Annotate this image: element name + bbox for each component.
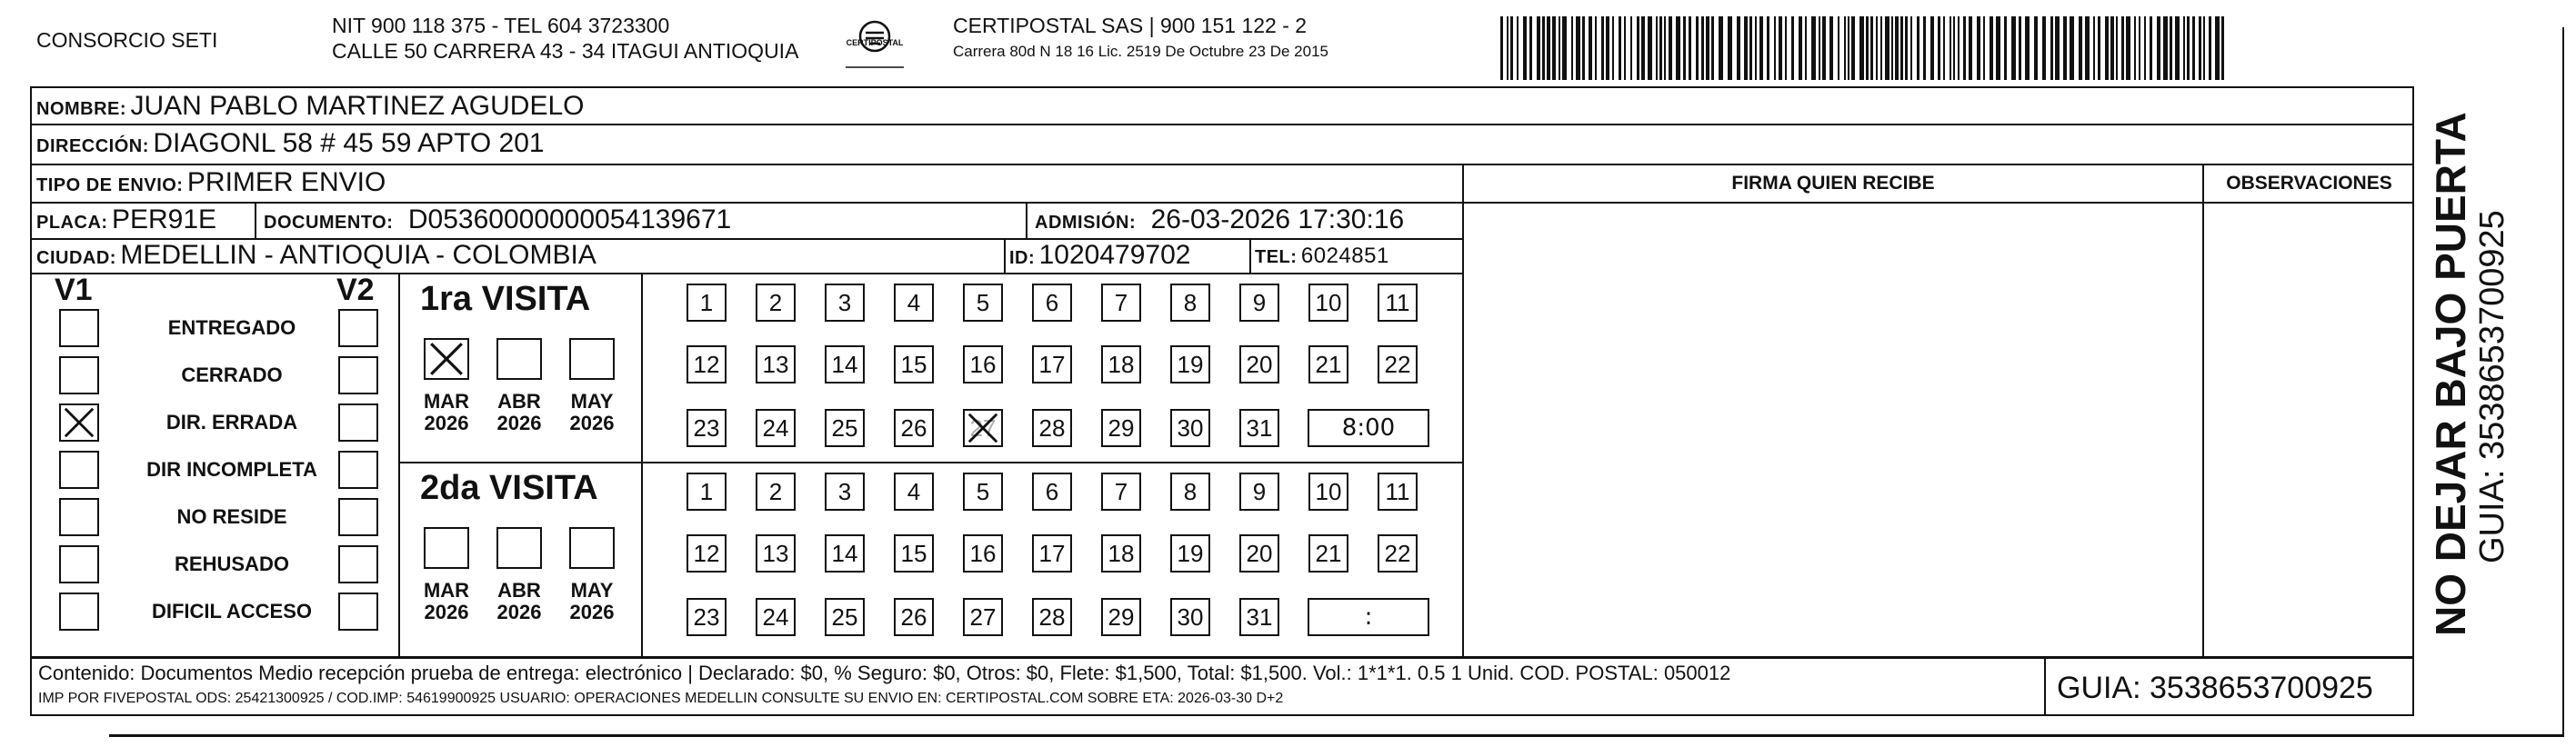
month-label: MAY 2026 xyxy=(569,579,615,623)
day-box[interactable]: 17 xyxy=(1032,345,1072,383)
day-box[interactable]: 11 xyxy=(1378,284,1418,322)
nombre-row xyxy=(36,91,585,122)
day-box[interactable]: 31 xyxy=(1239,409,1279,447)
barcode-bar xyxy=(1656,16,1658,80)
barcode-bar xyxy=(1576,16,1580,80)
day-box[interactable]: 14 xyxy=(825,345,865,383)
day-box[interactable]: 19 xyxy=(1170,345,1210,383)
v1-checkbox[interactable] xyxy=(59,356,99,394)
barcode-bar xyxy=(1552,16,1556,80)
month-checkbox[interactable] xyxy=(496,527,542,569)
direccion-value: DIAGONL 58 # 45 59 APTO 201 xyxy=(153,128,545,158)
side-guia: GUIA: 3538653700925 xyxy=(2473,210,2511,563)
observaciones-header: OBSERVACIONES xyxy=(2226,173,2392,194)
barcode-bar xyxy=(1728,16,1732,80)
day-box[interactable]: 1 xyxy=(687,284,727,322)
day-box[interactable]: 22 xyxy=(1378,345,1418,383)
barcode-bar xyxy=(1559,16,1560,80)
barcode-bar xyxy=(2150,16,2152,80)
barcode-bar xyxy=(1774,16,1776,80)
barcode-bar xyxy=(2011,16,2016,80)
day-box[interactable]: 6 xyxy=(1032,284,1072,322)
day-box[interactable]: 8 xyxy=(1170,284,1210,322)
tipo-row xyxy=(36,167,386,198)
barcode-bar xyxy=(1601,16,1604,80)
barcode-bar xyxy=(2203,16,2205,80)
barcode-bar xyxy=(1779,16,1782,80)
barcode-bar xyxy=(2098,16,2100,80)
barcode-bar xyxy=(1866,16,1869,80)
barcode-bar xyxy=(1943,16,1945,80)
day-box[interactable]: 22 xyxy=(1378,534,1418,573)
day-box[interactable]: 28 xyxy=(1032,409,1072,447)
barcode-bar xyxy=(1749,16,1752,80)
barcode-bar xyxy=(1689,16,1691,80)
day-box[interactable]: 9 xyxy=(1239,284,1279,322)
month-label: MAR 2026 xyxy=(423,390,470,434)
company-name: CONSORCIO SETI xyxy=(36,28,218,52)
month-checkbox[interactable] xyxy=(496,338,542,380)
day-box[interactable]: 3 xyxy=(825,284,865,322)
day-box[interactable]: 13 xyxy=(756,345,796,383)
barcode-bar xyxy=(1737,16,1740,80)
nombre-value: JUAN PABLO MARTINEZ AGUDELO xyxy=(130,91,585,121)
barcode-bar xyxy=(1630,16,1632,80)
status-label: DIR INCOMPLETA xyxy=(146,458,317,481)
barcode-bar xyxy=(2209,16,2211,80)
day-box[interactable]: 31 xyxy=(1239,598,1279,636)
ciudad-row xyxy=(36,240,596,271)
status-label: DIR. ERRADA xyxy=(165,411,298,433)
placa-label: PLACA: xyxy=(36,213,108,233)
placa-value: PER91E xyxy=(112,204,217,234)
tipo-label: TIPO DE ENVIO: xyxy=(36,175,184,195)
day-box[interactable]: 18 xyxy=(1101,534,1141,573)
day-box[interactable]: 29 xyxy=(1101,598,1141,636)
barcode-bar xyxy=(1517,16,1519,80)
day-box[interactable]: 19 xyxy=(1170,534,1210,573)
barcode-bar xyxy=(1606,16,1609,80)
barcode-bar xyxy=(1562,16,1567,80)
barcode-bar xyxy=(1905,16,1908,80)
day-box[interactable]: 5 xyxy=(963,473,1003,511)
tel-row xyxy=(1255,244,1389,269)
barcode-bar xyxy=(1880,16,1882,80)
barcode-bar xyxy=(2034,16,2038,80)
day-box[interactable]: 27 xyxy=(963,409,1003,447)
status-label: DIFICIL ACCESO xyxy=(151,600,312,622)
barcode-bar xyxy=(2187,16,2190,80)
barcode-bar xyxy=(2121,16,2124,80)
barcode-bar xyxy=(1910,16,1912,80)
month-label: ABR 2026 xyxy=(496,579,542,623)
barcode-bar xyxy=(1582,16,1585,80)
barcode-bar xyxy=(1900,16,1903,80)
barcode-bar xyxy=(1529,16,1532,80)
barcode-bar xyxy=(1969,16,1972,80)
month-checkbox[interactable] xyxy=(424,338,469,380)
visit-title: 2da VISITA xyxy=(420,469,598,507)
footer-guia: GUIA: 3538653700925 xyxy=(2057,671,2373,705)
day-box[interactable]: 20 xyxy=(1239,345,1279,383)
barcode-bar xyxy=(2199,16,2201,80)
barcode-bar xyxy=(2055,16,2060,80)
barcode-bar xyxy=(1537,16,1540,80)
carrier-name: CERTIPOSTAL SAS | 900 151 122 - 2 xyxy=(953,14,1308,37)
barcode-bar xyxy=(1963,16,1966,80)
barcode-bar xyxy=(1953,16,1955,80)
day-box[interactable]: 21 xyxy=(1308,345,1348,383)
id-row xyxy=(1009,240,1190,271)
barcode-bar xyxy=(1977,16,1980,80)
ciudad-label: CIUDAD: xyxy=(36,248,116,268)
barcode-bar xyxy=(2093,16,2095,80)
barcode-bar xyxy=(1669,16,1672,80)
day-box[interactable]: 15 xyxy=(894,345,934,383)
status-label: ENTREGADO xyxy=(167,316,296,339)
v2-header: V2 xyxy=(336,273,375,307)
documento-row xyxy=(264,204,731,235)
day-box[interactable]: 11 xyxy=(1378,473,1418,511)
barcode-bar xyxy=(1822,16,1826,80)
month-checkbox[interactable] xyxy=(569,527,615,569)
barcode-bar xyxy=(1996,16,2000,80)
barcode-bar xyxy=(1885,16,1889,80)
barcode-bar xyxy=(1791,16,1794,80)
barcode-bar xyxy=(1891,16,1893,80)
barcode-bar xyxy=(2144,16,2146,80)
time-box[interactable]: 8:00 xyxy=(1308,409,1429,447)
day-box[interactable]: 30 xyxy=(1170,598,1210,636)
day-box[interactable]: 17 xyxy=(1032,534,1072,573)
barcode-bar xyxy=(1851,16,1855,80)
barcode-bar xyxy=(1510,16,1513,80)
day-box[interactable]: 27 xyxy=(963,598,1003,636)
v1-header: V1 xyxy=(55,273,93,307)
day-box[interactable]: 24 xyxy=(756,598,796,636)
month-label: MAR 2026 xyxy=(423,579,470,623)
barcode-bar xyxy=(1819,16,1820,80)
barcode-bar xyxy=(1711,16,1714,80)
day-box[interactable]: 16 xyxy=(963,534,1003,573)
barcode-bar xyxy=(2085,16,2090,80)
day-box[interactable]: 3 xyxy=(825,473,865,511)
v1-checkbox[interactable] xyxy=(59,403,99,442)
day-box[interactable]: 7 xyxy=(1101,284,1141,322)
day-box[interactable]: 10 xyxy=(1308,473,1348,511)
tel-label: TEL: xyxy=(1255,247,1298,267)
barcode-bar xyxy=(2116,16,2118,80)
logo-text: CERTIPOSTAL xyxy=(846,38,904,47)
day-box[interactable]: 8 xyxy=(1170,473,1210,511)
barcode-bar xyxy=(1507,16,1509,80)
barcode-bar xyxy=(1755,16,1757,80)
barcode-bar xyxy=(1870,16,1873,80)
barcode-bar xyxy=(1938,16,1940,80)
footer-line1: Contenido: Documentos Medio recepción prueba de entrega: electrónico | Declarado: $0, % Seguro: $0, Otros: $0, Flete: $1,500, Total: $1,500. Vol.: 1*1*1. 0.5 1 Unid. COD. POSTAL: 050012 xyxy=(38,662,1731,684)
barcode-bar xyxy=(2050,16,2053,80)
day-box[interactable]: 2 xyxy=(756,473,796,511)
day-box[interactable]: 7 xyxy=(1101,473,1141,511)
day-box[interactable]: 12 xyxy=(687,345,727,383)
barcode-bar xyxy=(2163,16,2168,80)
day-box[interactable]: 10 xyxy=(1308,284,1348,322)
day-box[interactable]: 23 xyxy=(687,409,727,447)
side-warning: NO DEJAR BAJO PUERTA xyxy=(2427,112,2474,636)
status-label: NO RESIDE xyxy=(176,505,287,528)
ciudad-value: MEDELLIN - ANTIOQUIA - COLOMBIA xyxy=(120,240,596,270)
firma-header: FIRMA QUIEN RECIBE xyxy=(1731,173,1935,194)
direccion-row xyxy=(36,128,545,159)
tel-value: 6024851 xyxy=(1300,244,1389,268)
barcode-bar xyxy=(2025,16,2030,80)
day-box[interactable]: 4 xyxy=(894,473,934,511)
barcode-bar xyxy=(1990,16,1993,80)
barcode-bar xyxy=(2042,16,2046,80)
day-box[interactable]: 24 xyxy=(756,409,796,447)
barcode-bar xyxy=(1805,16,1807,80)
direccion-label: DIRECCIÓN: xyxy=(36,136,149,156)
admision-label: ADMISIÓN: xyxy=(1035,213,1137,233)
barcode-bar xyxy=(1683,16,1686,80)
day-box[interactable]: 14 xyxy=(825,534,865,573)
barcode-bar xyxy=(1923,16,1926,80)
documento-label: DOCUMENTO: xyxy=(264,213,394,233)
id-value: 1020479702 xyxy=(1038,240,1191,270)
barcode-bar xyxy=(1876,16,1878,80)
v1-checkbox[interactable] xyxy=(59,451,99,489)
day-box[interactable]: 6 xyxy=(1032,473,1072,511)
nombre-label: NOMBRE: xyxy=(36,99,127,119)
barcode-bar xyxy=(2019,16,2021,80)
barcode-bar xyxy=(1619,16,1621,80)
barcode-bar xyxy=(1767,16,1769,80)
barcode-bar xyxy=(1571,16,1573,80)
barcode-bar xyxy=(1624,16,1626,80)
v1-checkbox[interactable] xyxy=(59,545,99,583)
day-box[interactable]: 29 xyxy=(1101,409,1141,447)
barcode-bar xyxy=(2139,16,2140,80)
company-address: CALLE 50 CARRERA 43 - 34 ITAGUI ANTIOQUIA xyxy=(332,39,799,63)
tipo-value: PRIMER ENVIO xyxy=(186,167,386,197)
barcode-bar xyxy=(1848,16,1849,80)
day-box[interactable]: 26 xyxy=(894,598,934,636)
footer-line2: IMP POR FIVEPOSTAL ODS: 25421300925 / COD.IMP: 54619900925 USUARIO: OPERACIONES MEDELLIN CONSULTE SU ENVIO EN: CERTIPOSTAL.COM SOBRE ETA: 2026-03-30 D+2 xyxy=(38,691,1284,706)
day-box[interactable]: 23 xyxy=(687,598,727,636)
month-checkbox[interactable] xyxy=(569,338,615,380)
barcode-bar xyxy=(1844,16,1846,80)
barcode-bar xyxy=(2126,16,2130,80)
status-label: REHUSADO xyxy=(175,553,289,575)
barcode-bar xyxy=(2192,16,2195,80)
barcode-bar xyxy=(1547,16,1550,80)
barcode-bar xyxy=(2070,16,2074,80)
barcode-bar xyxy=(1719,16,1723,80)
barcode-bar xyxy=(1696,16,1699,80)
carrier-license: Carrera 80d N 18 16 Lic. 2519 De Octubre 23 De 2015 xyxy=(953,43,1328,60)
barcode-bar xyxy=(2221,16,2224,80)
barcode-bar xyxy=(1829,16,1833,80)
day-box[interactable]: 16 xyxy=(963,345,1003,383)
barcode-bar xyxy=(1838,16,1839,80)
documento-value: D05360000000054139671 xyxy=(407,204,732,234)
barcode-bar xyxy=(1706,16,1709,80)
v1-checkbox[interactable] xyxy=(59,309,99,347)
month-label: MAY 2026 xyxy=(569,390,615,434)
barcode-bar xyxy=(2105,16,2109,80)
barcode-bar xyxy=(2215,16,2220,80)
barcode-bar xyxy=(1664,16,1666,80)
barcode-bar xyxy=(1701,16,1704,80)
barcode-bar xyxy=(1895,16,1899,80)
day-box[interactable]: 21 xyxy=(1308,534,1348,573)
day-box[interactable]: 30 xyxy=(1170,409,1210,447)
admision-value: 26-03-2026 17:30:16 xyxy=(1150,204,1405,234)
barcode-bar xyxy=(1958,16,1960,80)
time-box[interactable]: : xyxy=(1308,598,1429,636)
barcode-bar xyxy=(1950,16,1951,80)
day-box[interactable]: 25 xyxy=(825,598,865,636)
barcode-bar xyxy=(1523,16,1527,80)
barcode-bar xyxy=(1641,16,1645,80)
barcode-bar xyxy=(1542,16,1545,80)
day-box[interactable]: 20 xyxy=(1239,534,1279,573)
day-box[interactable]: 26 xyxy=(894,409,934,447)
day-box[interactable]: 4 xyxy=(894,284,934,322)
barcode-bar xyxy=(1612,16,1614,80)
month-label: ABR 2026 xyxy=(496,390,542,434)
barcode-bar xyxy=(2175,16,2180,80)
barcode-bar xyxy=(1595,16,1597,80)
barcode-bar xyxy=(2134,16,2136,80)
barcode-bar xyxy=(2004,16,2007,80)
barcode-bar xyxy=(1983,16,1985,80)
visit-title: 1ra VISITA xyxy=(420,280,591,318)
v1-checkbox[interactable] xyxy=(59,593,99,631)
barcode-bar xyxy=(1637,16,1639,80)
barcode-bar xyxy=(2063,16,2067,80)
day-box[interactable]: 2 xyxy=(756,284,796,322)
v1-checkbox[interactable] xyxy=(59,498,99,536)
barcode-bar xyxy=(1811,16,1816,80)
barcode-bar xyxy=(2183,16,2185,80)
month-checkbox[interactable] xyxy=(424,527,469,569)
day-box[interactable]: 13 xyxy=(756,534,796,573)
barcode-bar xyxy=(1917,16,1919,80)
barcode-bar xyxy=(1500,16,1503,80)
barcode-bar xyxy=(1659,16,1662,80)
barcode-bar xyxy=(2157,16,2160,80)
company-nit: NIT 900 118 375 - TEL 604 3723300 xyxy=(332,14,670,37)
day-box[interactable]: 5 xyxy=(963,284,1003,322)
barcode-bar xyxy=(1589,16,1592,80)
day-box[interactable]: 18 xyxy=(1101,345,1141,383)
barcode-bar xyxy=(1799,16,1802,80)
placa-row xyxy=(36,204,216,235)
barcode-bar xyxy=(1744,16,1748,80)
barcode-bar xyxy=(2079,16,2082,80)
barcode-bar xyxy=(2110,16,2114,80)
barcode-bar xyxy=(1785,16,1787,80)
barcode-bar xyxy=(1859,16,1864,80)
barcode-bar xyxy=(1759,16,1763,80)
admision-row xyxy=(1035,204,1404,235)
barcode-bar xyxy=(1648,16,1652,80)
day-box[interactable]: 15 xyxy=(894,534,934,573)
barcode-bar xyxy=(1930,16,1934,80)
barcode-bar xyxy=(2170,16,2172,80)
status-label: CERRADO xyxy=(181,364,283,386)
day-box[interactable]: 25 xyxy=(825,409,865,447)
day-box[interactable]: 9 xyxy=(1239,473,1279,511)
day-box[interactable]: 28 xyxy=(1032,598,1072,636)
day-box[interactable]: 12 xyxy=(687,534,727,573)
barcode-bar xyxy=(1676,16,1680,80)
day-box[interactable]: 1 xyxy=(687,473,727,511)
barcode xyxy=(1500,16,2228,80)
id-label: ID: xyxy=(1009,248,1036,268)
